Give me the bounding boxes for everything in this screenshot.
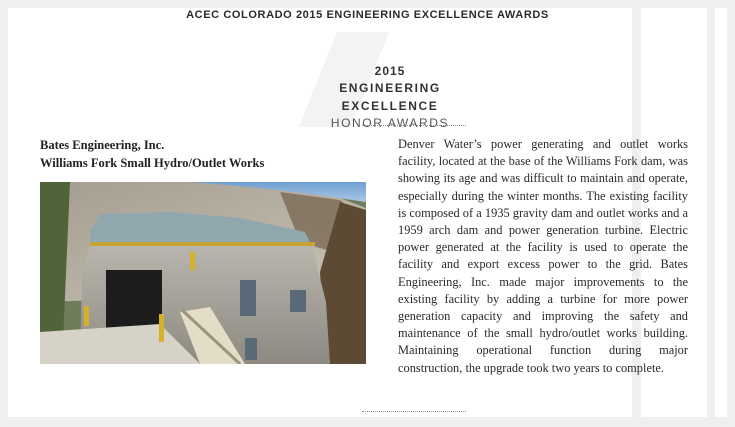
project-description: Denver Water’s power generating and outlet works facility, located at the base of the Williams Fork dam, was showing its age and was difficult to maintain and operate, especially during the winter months. The existing facility is composed of a 1935 gravity dam and outlet works and a 1959 arch dam and power generation turbine. Electric power generated at the facility is used to operate the facility and export excess power to the grid. Bates Engineering, Inc. made major improvements to the existing facility by adding a turbine for more power generation capacity and improving the safety and maintenance of the small hydro/outlet works building. Maintaining operational function during major construction, the upgrade took two years to complete. [398, 137, 688, 375]
divider-top [362, 125, 466, 126]
adjacent-page-strip [715, 8, 727, 417]
award-subtitle: HONOR AWARDS [330, 116, 450, 130]
award-heading [290, 63, 490, 131]
divider-bottom [362, 411, 466, 412]
firm-name: Bates Engineering, Inc. [40, 138, 165, 152]
document-header: ACEC COLORADO 2015 ENGINEERING EXCELLENCE AWARDS [186, 9, 549, 21]
project-photo [40, 182, 366, 364]
award-title: ENGINEERING EXCELLENCE [339, 81, 441, 113]
award-year: 2015 [374, 64, 406, 78]
project-name: Williams Fork Small Hydro/Outlet Works [40, 156, 265, 170]
project-info [40, 136, 264, 172]
